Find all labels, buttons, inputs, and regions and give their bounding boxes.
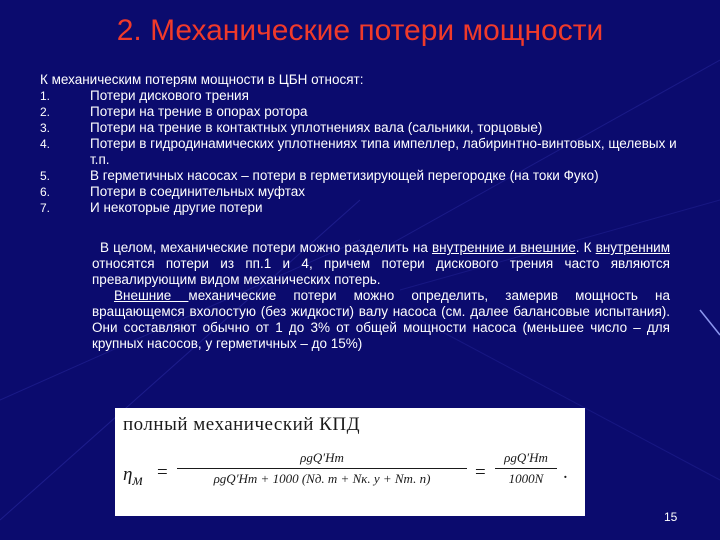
equals-sign: =: [157, 462, 168, 483]
para1-text-a: В целом, механические потери можно разделить на: [100, 240, 432, 255]
equals-sign-2: =: [475, 462, 486, 483]
list-item: [40, 88, 680, 104]
page-number: 15: [664, 510, 678, 524]
formula-title: полный механический КПД: [123, 414, 361, 435]
fraction2-denominator: 1000N: [508, 471, 544, 486]
list-text: Потери на трение в контактных уплотнениях вала (сальники, торцовые): [90, 120, 543, 135]
list-number: 3.: [40, 121, 51, 135]
para1-underlined-types: внутренние и внешние: [431, 240, 576, 255]
lead-text: К механическим потерям мощности в ЦБН относят:: [40, 72, 364, 87]
fraction-numerator: ρgQ′Hт: [177, 450, 467, 469]
list-number: 7.: [40, 201, 51, 215]
fraction-simple: [495, 450, 557, 487]
list-number: 4.: [40, 137, 51, 151]
list-text: Потери в гидродинамических уплотнениях типа импеллер, лабиринтно-винтовых, щелевых и т.п.: [90, 136, 677, 167]
list-item: [40, 104, 680, 120]
paragraph-internal-external: [92, 240, 670, 288]
list-item: [40, 200, 680, 216]
para2-text-b: механические потери можно определить, замерив мощность на вращающемся вхолостую (без жидкости) валу насоса (см. далее балансовые испытания). Они составляют обычно от 1 до 3% от общей мощности насоса (меньшее число – для крупных насосов, у герметичных – до 15%): [92, 288, 670, 351]
slide-title: 2. Механические потери мощности: [116, 14, 604, 47]
eta-symbol: η: [123, 464, 133, 485]
list-number: 2.: [40, 105, 51, 119]
list-text: Потери на трение в опорах ротора: [90, 104, 308, 119]
formula-equation: [123, 450, 579, 506]
eta-subscript: м: [132, 471, 143, 489]
list-number: 6.: [40, 185, 51, 199]
loss-list: [40, 88, 680, 216]
para2-underlined-external: Внешние: [114, 288, 189, 303]
paragraph-external: [92, 288, 670, 352]
para1-text-c: . К: [575, 240, 596, 255]
list-item: [40, 136, 680, 168]
slide-body: [40, 72, 680, 352]
list-text: В герметичных насосах – потери в герметизирующей перегородке (на токи Фуко): [90, 168, 599, 183]
para1-text-e: относятся потери из пп.1 и 4, причем потери дискового трения часто являются превалирующим видом механических потерь.: [92, 256, 670, 287]
fraction-main: [177, 450, 467, 487]
list-number: 5.: [40, 169, 51, 183]
formula-lhs: [123, 464, 143, 490]
fraction-denominator: ρgQ′Hт + 1000 (Nд. т + Nк. у + Nт. п): [213, 471, 431, 486]
list-number: 1.: [40, 89, 51, 103]
efficiency-formula-image: [115, 408, 585, 516]
list-item: [40, 168, 680, 184]
list-text: И некоторые другие потери: [90, 200, 263, 215]
para1-underlined-internal: внутренним: [595, 240, 670, 255]
list-item: [40, 184, 680, 200]
fraction2-numerator: ρgQ′Hт: [495, 450, 557, 469]
list-item: [40, 120, 680, 136]
formula-period: .: [563, 462, 568, 483]
list-text: Потери в соединительных муфтах: [90, 184, 306, 199]
list-text: Потери дискового трения: [90, 88, 249, 103]
